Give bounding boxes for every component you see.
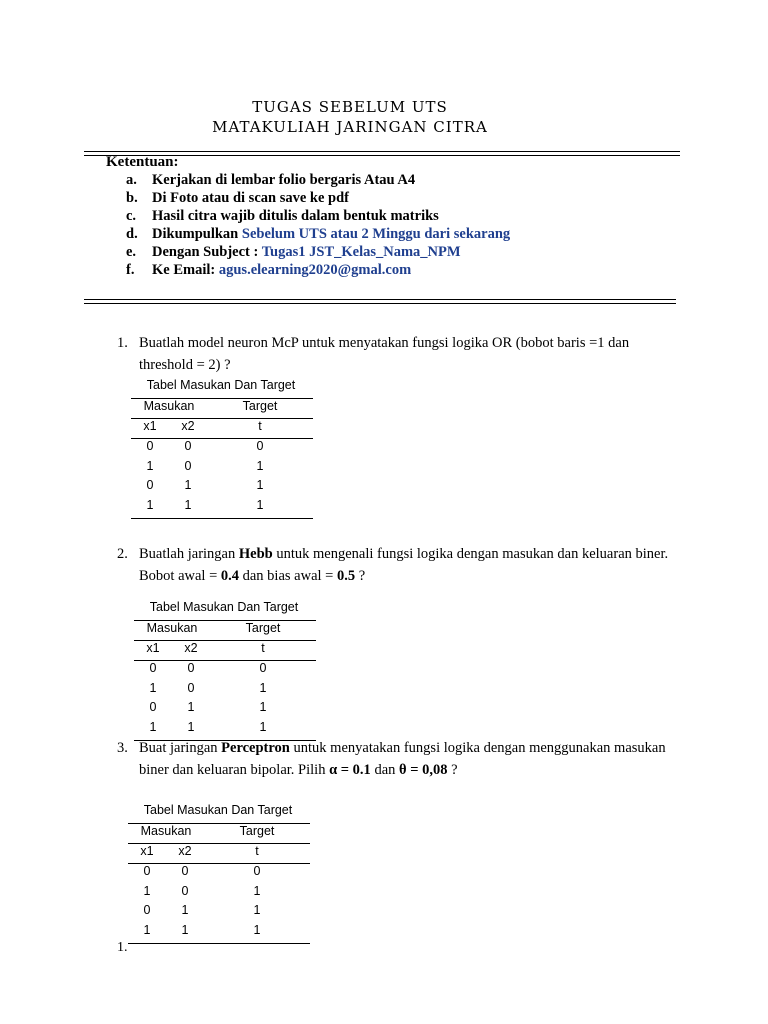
table-header-t: t — [261, 641, 265, 655]
rules-heading: Ketentuan: — [106, 154, 179, 170]
question-emphasis: 0.5 — [336, 568, 356, 584]
table-cell: 1 — [259, 719, 267, 734]
table-cell: 0 — [184, 439, 192, 453]
question-text — [139, 332, 677, 376]
table-cell: 1 — [149, 680, 157, 695]
table-cell: 1 — [146, 497, 154, 512]
page-title-line1: TUGAS SEBELUM UTS — [252, 98, 448, 116]
table-cell: 0 — [184, 458, 192, 473]
question-1 — [117, 332, 677, 376]
table-caption: Tabel Masukan Dan Target — [146, 378, 296, 392]
rule-letter: d. — [126, 226, 138, 242]
table-cell: 1 — [253, 883, 261, 898]
table-cell: 0 — [143, 864, 151, 878]
question-fragment: ? — [355, 568, 366, 584]
rule-item — [126, 172, 415, 189]
question-fragment: dan — [370, 762, 399, 778]
table-cell: 0 — [146, 478, 154, 492]
table-rule — [128, 943, 310, 944]
rule-letter: c. — [126, 208, 137, 224]
table-cell: 0 — [149, 700, 157, 714]
table-cell: 1 — [256, 478, 264, 492]
question-emphasis: Hebb — [238, 546, 273, 562]
table-cell: 1 — [149, 719, 157, 734]
question-emphasis: Perceptron — [221, 740, 290, 756]
question-fragment: Buat jaringan — [139, 740, 222, 756]
question-emphasis: 0.4 — [220, 568, 239, 584]
divider-bottom-2 — [84, 303, 676, 304]
table-cell: 1 — [181, 922, 189, 937]
rule-text: Ke Email: — [152, 262, 219, 278]
table-header-target: Target — [239, 824, 275, 838]
question-text — [139, 737, 677, 781]
table-cell: 0 — [149, 661, 157, 675]
table-cell: 1 — [187, 700, 195, 714]
rule-item — [126, 244, 461, 261]
question-fragment: Buatlah jaringan — [139, 546, 239, 562]
table-cell: 1 — [184, 478, 192, 492]
table-cell: 1 — [146, 458, 154, 473]
rule-text: Dikumpulkan — [152, 226, 242, 242]
question-fragment: ? — [447, 762, 458, 778]
rule-letter: f. — [126, 262, 135, 278]
table-cell: 0 — [256, 439, 264, 453]
table-cell: 1 — [256, 458, 264, 473]
rule-item — [126, 190, 349, 207]
table-rule — [134, 740, 316, 741]
rule-letter: b. — [126, 190, 138, 206]
question-emphasis: θ = 0,08 — [399, 762, 448, 778]
rule-text: Kerjakan di lembar folio bergaris Atau A4 — [152, 172, 416, 188]
table-header-masukan: Masukan — [146, 621, 198, 635]
rule-text: Dengan Subject : — [152, 244, 262, 260]
question-number: 2. — [117, 546, 128, 562]
question-number: 3. — [117, 740, 128, 756]
table-cell: 1 — [184, 497, 192, 512]
table-header-x1: x1 — [146, 641, 160, 655]
divider-bottom-1 — [84, 299, 676, 300]
table-cell: 0 — [146, 439, 154, 453]
table-header-x2: x2 — [178, 844, 192, 858]
table-header-x2: x2 — [184, 641, 198, 655]
table-cell: 0 — [187, 680, 195, 695]
table-header-target: Target — [242, 399, 278, 413]
question-fragment: untuk menyatakan fungsi logika dengan menggunakan masukan biner dan keluaran bipolar. Pilih — [139, 740, 666, 778]
question-emphasis: α = 0.1 — [329, 762, 371, 778]
table-rule — [131, 518, 313, 519]
rule-item — [126, 262, 411, 279]
table-cell: 1 — [181, 903, 189, 917]
table-cell: 0 — [253, 864, 261, 878]
footer-number: 1. — [117, 940, 128, 955]
question-text — [139, 543, 677, 587]
page-title-line2: MATAKULIAH JARINGAN CITRA — [212, 118, 488, 136]
table-cell: 1 — [259, 680, 267, 695]
question-fragment: Buatlah model neuron McP untuk menyatakan fungsi logika OR (bobot baris =1 dan threshold = 2) ? — [139, 335, 630, 373]
table-cell: 1 — [259, 700, 267, 714]
question-fragment: dan bias awal = — [239, 568, 337, 584]
question-number: 1. — [117, 335, 128, 351]
table-cell: 1 — [143, 922, 151, 937]
rule-text: Hasil citra wajib ditulis dalam bentuk matriks — [152, 208, 439, 224]
rule-item — [126, 208, 439, 225]
table-cell: 0 — [187, 661, 195, 675]
question-3 — [117, 737, 677, 781]
table-caption: Tabel Masukan Dan Target — [149, 600, 299, 614]
rule-highlight: agus.elearning2020@gmal.com — [218, 262, 412, 278]
table-cell: 1 — [253, 903, 261, 917]
table-cell: 0 — [181, 883, 189, 898]
table-cell: 1 — [143, 883, 151, 898]
rule-letter: a. — [126, 172, 137, 188]
rule-item — [126, 226, 510, 243]
table-header-x2: x2 — [181, 419, 195, 433]
table-cell: 0 — [259, 661, 267, 675]
table-header-t: t — [255, 844, 259, 858]
table-cell: 1 — [253, 922, 261, 937]
table-header-x1: x1 — [140, 844, 154, 858]
table-cell: 0 — [181, 864, 189, 878]
table-header-x1: x1 — [143, 419, 157, 433]
table-caption: Tabel Masukan Dan Target — [143, 803, 293, 817]
table-cell: 1 — [187, 719, 195, 734]
rule-letter: e. — [126, 244, 137, 260]
table-header-masukan: Masukan — [140, 824, 192, 838]
divider-top-1 — [84, 151, 680, 152]
rule-highlight: Sebelum UTS atau 2 Minggu dari sekarang — [241, 226, 511, 242]
table-header-t: t — [258, 419, 262, 433]
table-cell: 0 — [143, 903, 151, 917]
rule-text: Di Foto atau di scan save ke pdf — [152, 190, 349, 206]
question-fragment: untuk mengenali fungsi logika dengan masukan dan keluaran biner. Bobot awal = — [139, 546, 669, 584]
rule-highlight: Tugas1 JST_Kelas_Nama_NPM — [261, 244, 461, 260]
table-header-masukan: Masukan — [143, 399, 195, 413]
table-header-target: Target — [245, 621, 281, 635]
table-cell: 1 — [256, 497, 264, 512]
question-2 — [117, 543, 677, 587]
